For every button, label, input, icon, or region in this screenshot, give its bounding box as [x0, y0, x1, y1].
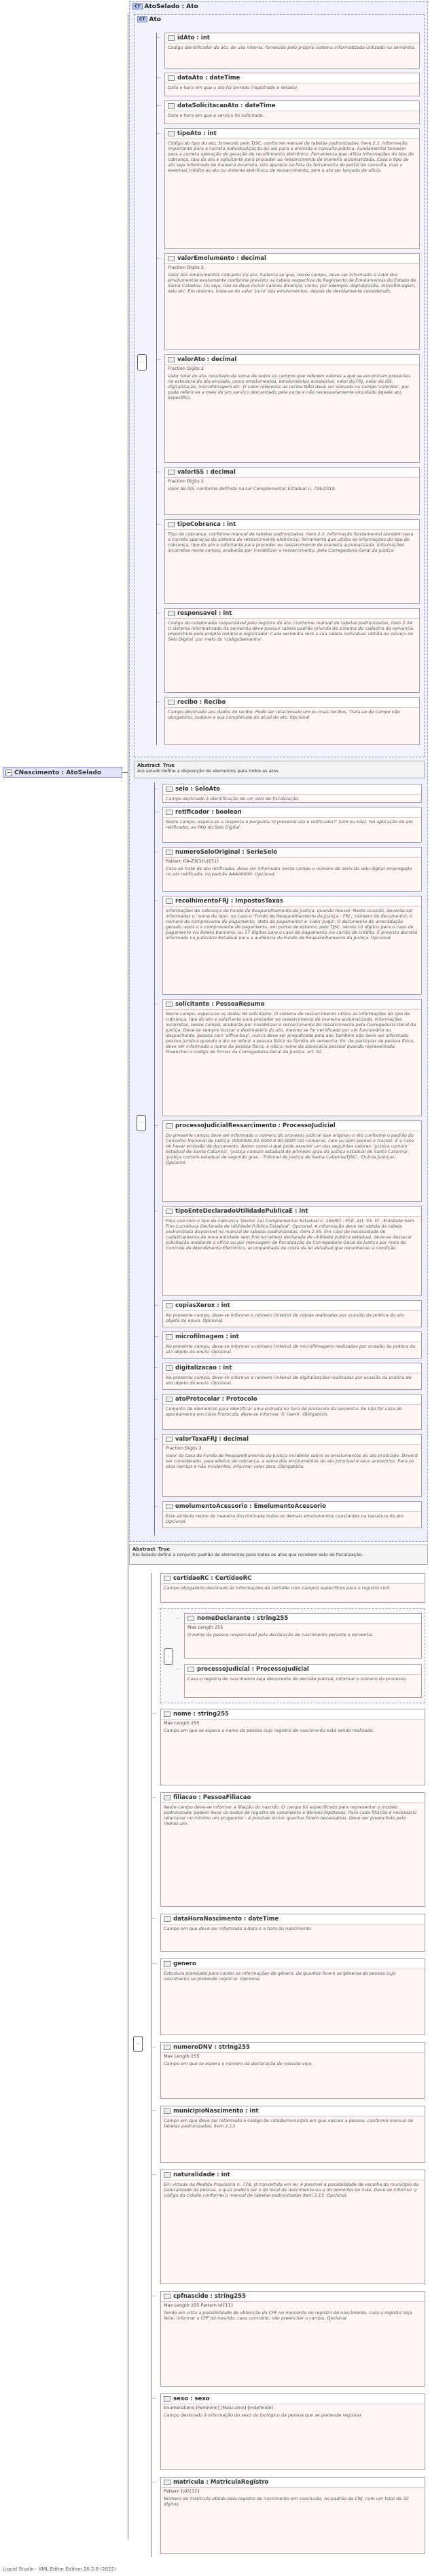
sequence-compositor-icon[interactable]: ⋯: [133, 2036, 143, 2052]
element-icon: [168, 700, 175, 705]
element-facets: Fraction Digits 2: [166, 1445, 202, 1451]
cardinality-connector: —: [152, 2480, 156, 2484]
element-header: [161, 1914, 425, 1925]
cardinality-connector: —: [154, 1123, 158, 1128]
schema-element[interactable]: [162, 784, 422, 803]
schema-element[interactable]: [184, 1613, 422, 1659]
element-description: Tendo em vista a possibilidade de obtenção do CPF no momento do registro de nascimento, caso o registro seja feito, informar o CPF do nascido, caso contrário, não preencher o campo. Opcional.: [164, 2310, 412, 2321]
cardinality-connector: —: [154, 850, 158, 854]
element-facets: Max Length 255: [187, 1625, 223, 1630]
ato-title: CT Ato: [137, 16, 161, 23]
element-icon: [166, 1002, 173, 1007]
element-icon: [166, 850, 173, 855]
ato-element-list: [156, 33, 420, 752]
element-header: [165, 101, 419, 111]
cardinality-connector: —: [154, 1303, 158, 1308]
ato-sequence-connector: [156, 33, 157, 745]
element-name: certidaoRC : CertidaoRC: [173, 1575, 252, 1582]
element-description: Valor dos emolumentos cobrados no ato. Salienta-se que, nesse campo, deve ser informado o valor dos emolumentos exatamente conforme previsto na tabela respectiva do Regimento de Emolumentos do Estado de Santa Catarina. Ou seja, não se deve incluir valores diversos, como, por exemplo, digitalização, microfilmagem, selo etc. Em resumo, trata-se do valor 'puro' dos emolumentos, depois de devidamente considerado.: [168, 272, 416, 294]
element-header: [163, 848, 421, 858]
choice-compositor-icon[interactable]: ⋮: [164, 1648, 173, 1665]
element-header: [165, 698, 419, 708]
cardinality-connector: —: [154, 810, 158, 814]
schema-element[interactable]: [162, 1363, 422, 1390]
cardinality-connector: —: [154, 1437, 158, 1441]
schema-element[interactable]: [162, 896, 422, 995]
cardinality-connector: —: [156, 131, 160, 136]
element-description: No presente campo, deve-se informar o número (inteiro) de cópias realizadas por ocasião da prática do ato objeto do envio. Opcional.: [166, 1312, 404, 1323]
element-description: Campo destinado à identificação de um selo de fiscalização.: [166, 796, 300, 801]
element-facets: Enumerations [Feminino] [Masculino] [Indefinido]: [164, 2405, 273, 2410]
element-header: [161, 1709, 425, 1720]
element-header: [165, 73, 419, 83]
element-name: processoJudicialRessarcimento : ProcessoJudicial: [175, 1122, 336, 1129]
element-icon: [166, 1504, 173, 1509]
schema-element[interactable]: [164, 467, 420, 515]
element-description: Caso o registro de nascimento seja decorrente de decisão judicial, informar o número do processo.: [187, 1676, 408, 1682]
cardinality-connector: —: [152, 1961, 156, 1966]
element-description: Campo em que se espera o número da declaração de nascido vivo.: [164, 2061, 313, 2066]
element-icon: [164, 1795, 171, 1800]
cardinality-connector: —: [152, 1795, 156, 1800]
element-icon: [166, 1365, 173, 1371]
element-description: Para uso com o tipo de cobrança 'Isento: Lei Complementar Estadual n. 156/97 - FCE, Art. 55, VI - Entidade Sem Fins Lucrativos Declarada de Utilidade Pública Estadual'. Opcional. A informação deve ser obtida da tabela padronizada disponível no manual de tabelas padronizadas, item 2.35. Em caso de necessidade de cadastramento de nova entidade sem fins lucrativos declarada de utilidade pública estadual, deve-se destacar solicitação mediante o ofício ou por mensagem de fiscalização da Corregedoria-Geral da Justiça por meio do Controle de Atendimento Eletrônico, acompanhada de cópia da lei estadual que reconheceu a condição.: [166, 1218, 414, 1251]
element-description: Código do colaborador responsável pelo registro do ato, conforme manual de tabelas padronizadas, item 2.34. O sistema informatizado da serventia deve possuir tabela padrão oriunda do sistema do cadastro da serventia, preenchido pelo próprio notário e registrador. Cada serventia terá a sua tabela individual, obtida no serviço do Selo Digital, por meio do 'códigoServentia'.: [168, 620, 415, 642]
element-facets: Max Length 255 Pattern \d{11}: [164, 2303, 234, 2308]
element-name: selo : SeloAto: [175, 786, 221, 793]
element-name: recolhimentoFRJ : ImpostosTaxas: [175, 898, 283, 905]
element-header: [163, 1332, 421, 1342]
element-header: [163, 1121, 421, 1131]
element-name: emolumentoAcessorio : EmolumentoAcessorio: [175, 1503, 326, 1510]
cardinality-connector: —: [154, 1209, 158, 1213]
element-description: Estrutura planejada para conter as informações de gênero, de quantos forem os gêneros da pessoa cujo nascimento se pretende registrar. Opcional.: [164, 1971, 396, 1982]
element-name: dataAto : dateTime: [177, 75, 240, 81]
element-description: Código do tipo do ato, fornecido pelo TJSC, conforme manual de tabelas padronizadas, item 2.1. Informação importante para a correta individualização do ato para a emissão e consulta pública. Fundamental também para a correta operação de geração de recolhimento eletrônico. Ferramenta que utiliza informações do tipo de cobrança, tipo do ato e solicitante para proceder ao ressarcimento de maneira automatizada. Caso o tipo de ato seja informado de maneira incorreta, isto aparece na lista da ferramenta do portal de consulta, mas o eventual crédito ao ato no sistema eletrônico de ressarcimento, sem o ato ser lançado de ofício.: [168, 140, 414, 173]
element-description: Valor total do ato, resultado da soma de todos os campos que referem valores a que se encontram presentes na estrutura do ato enviado, como emolumentos, emolumentos acessórios, valor do FRJ, valor do ISS, digitalização, microfilmagem etc. O valor referente ao recibo NÃO deve ser somado no campo 'valorAto', por pode referir-se a mais de um serviço demandado pela parte e não necessariamente vinculado àquele ato específico.: [168, 373, 411, 400]
element-icon: [166, 1334, 173, 1340]
element-header: [165, 520, 419, 530]
element-icon: [166, 898, 173, 904]
schema-element[interactable]: [160, 2042, 425, 2099]
cardinality-connector: —: [152, 2396, 156, 2401]
element-header: [161, 1574, 425, 1584]
schema-element[interactable]: [164, 100, 420, 124]
element-description: Este atributo reúne de maneira discriminada todos os demais emolumentos constantes na lavratura do ato. Opcional.: [166, 1513, 406, 1524]
cardinality-connector: —: [154, 1397, 158, 1401]
cardinality-connector: —: [154, 1504, 158, 1509]
element-description: Campo destinado à informação do sexo do biológico da pessoa que se pretende registrar.: [164, 2412, 363, 2418]
cardinality-connector: —: [156, 103, 160, 108]
element-name: nome : string255: [173, 1711, 229, 1718]
element-icon: [187, 1616, 194, 1621]
schema-element[interactable]: [162, 807, 422, 843]
element-icon: [164, 1961, 171, 1967]
element-icon: [166, 787, 173, 792]
schema-element[interactable]: [160, 1573, 425, 1603]
element-name: filiacao : PessoaFiliacao: [173, 1794, 251, 1801]
schema-element[interactable]: [164, 128, 420, 249]
schema-element[interactable]: [162, 1331, 422, 1359]
element-icon: [166, 1209, 173, 1214]
cardinality-connector: —: [154, 1002, 158, 1006]
element-icon: [164, 1711, 171, 1717]
element-name: sexo : sexo: [173, 2395, 210, 2402]
element-icon: [168, 103, 175, 109]
element-header: [165, 609, 419, 619]
schema-element[interactable]: [164, 73, 420, 96]
cardinality-connector: —: [156, 357, 160, 362]
choice-group[interactable]: [160, 1608, 425, 1703]
schema-element[interactable]: [160, 1792, 425, 1907]
element-description: Campo em que deve ser informado o código de cidade/município em que nasceu a pessoa, conforme manual de tabelas padronizadas, item 2.13.: [164, 2118, 414, 2129]
element-description: Do presente campo deve ser informado o número do processo judicial que originou o ato conforme o padrão do Conselho Nacional de Justiça: 0000000-00.0000.0.00.0000 (20 números, com ou sem pontos e traços). É o caso de haver emissão de documento. Assim como o que pode assumir um dos seguintes valores: 'Justiça comum estadual de Santa Catarina', 'Justiça comum estadual de primeiro grau da justiça estadual de Santa Catarina', 'Justiça comum estadual de segundo grau - Tribunal de Justiça de Santa Catarina/TJSC', 'Outras Justiças'. Opcional.: [166, 1133, 414, 1165]
element-header: [165, 33, 419, 43]
element-icon: [168, 75, 175, 81]
element-icon: [166, 1397, 173, 1402]
lower-sequence-list: [152, 1709, 425, 2557]
element-name: processoJudicial : ProcessoJudicial: [197, 1666, 309, 1673]
element-header: [163, 896, 421, 907]
complex-type-icon: CT: [132, 3, 143, 10]
element-description: Campo destinado aos dados do recibo. Pode ser relacionado um ou mais recibos. Trata-se de campo não obrigatório, todavia a sua completude do atual do ato. Opcional.: [168, 709, 400, 720]
cardinality-connector: —: [152, 2108, 156, 2113]
element-icon: [166, 1437, 173, 1442]
cardinality-connector: —: [152, 2294, 156, 2298]
element-description: Em virtude da Medida Provisória n. 776, já convertida em lei, é possível a possibilidade de escolha do município da naturalidade da pessoa, o qual poderá ser o do local de nascimento ou o do domicílio da mãe. Deve-se informar o código da cidade conforme o manual de tabelas padronizadas item 2.13. Opcional.: [164, 2182, 419, 2198]
element-description: Conjunto de elementos para identificar uma entrada no livro de protocolo da serventia. Se não for caso de apontamento em Livro Protocolo, deve-se informar 'S' (sem). Obrigatório.: [166, 1406, 402, 1417]
atoselado-sequence-connector: [154, 782, 155, 1536]
element-icon: [166, 1123, 173, 1129]
element-description: Data e hora em que o serviço foi solicitado.: [168, 113, 264, 118]
cardinality-connector: —: [156, 75, 160, 80]
element-name: idAto : int: [177, 35, 210, 41]
schema-element[interactable]: [160, 2106, 425, 2163]
element-icon: [164, 1576, 171, 1581]
cardinality-connector: —: [156, 470, 160, 474]
element-description: No presente campo, deve-se informar o número (inteiro) de digitalizações realizadas por ocasião da prática do ato objeto do envio. Opcional.: [166, 1375, 412, 1386]
atoselado-container[interactable]: [129, 1, 428, 1542]
root-element[interactable]: [3, 767, 122, 778]
element-description: Data e hora em que o ato foi lavrado (registrado e selado).: [168, 85, 299, 90]
element-icon: [164, 2480, 171, 2485]
element-name: valorAto : decimal: [177, 356, 237, 363]
element-icon: [166, 1303, 173, 1308]
element-header: [161, 2170, 425, 2180]
ato-container[interactable]: [134, 14, 425, 757]
element-header: [185, 1665, 421, 1675]
schema-element[interactable]: [162, 1206, 422, 1296]
schema-element[interactable]: [160, 2393, 425, 2470]
element-description: Código identificador do ato, de uso interno, fornecido pelo próprio sistema informatizado utilizado na serventia.: [168, 45, 416, 50]
element-icon: [168, 256, 175, 261]
element-facets: Fraction Digits 2: [168, 265, 204, 270]
schema-element[interactable]: [184, 1664, 422, 1698]
element-icon: [164, 2294, 171, 2299]
choice-element-list: [176, 1613, 422, 1700]
schema-element[interactable]: [162, 1120, 422, 1202]
element-header: [165, 129, 419, 139]
element-icon: [187, 1667, 194, 1672]
element-header: [163, 784, 421, 795]
element-description: Neste campo, espera-se os dados do solicitante. O sistema de ressarcimento utiliza as informações do tipo de cobrança, tipo do ato e solicitante para proceder ao ressarcimento de maneira automatizada. Informações incorretas, nesse campo, acabarão por inviabilizar o ressarcimento do ressarcimento pela Corregedoria-Geral da Justiça. Deve-se sempre buscar o destinatário do ato, mesmo se for certificado por um funcionário ou despachante, pessoa com 'office-boy', nunca deve ser prejudicado pelo ato; também não deve ser informado pessoa jurídica quando o ato se referir a pessoa física da família da serventia: Ex: de particular de pessoa física, deve ser informado o nome da pessoa física, e não o nome da advocacia pessoal quando representada. Preencher o código de firmas da Corregedoria-Geral da Justiça, art. 52.: [166, 1011, 416, 1055]
element-description: Tipo de cobrança, conforme manual de tabelas padronizadas, item 2.2. Informação fundamental também para a correta operação do sistema de ressarcimento eletrônico, ferramenta que utiliza as informações do tipo de cobrança, tipo do ato e solicitante para proceder ao ressarcimento de maneira automatizada. Informações incorretas neste campo, acabarão por inviabilizar o ressarcimento, pela Corregedoria-Geral da Justiça.: [168, 531, 414, 553]
lower-element-list: [152, 1573, 425, 2564]
cardinality-connector: —: [152, 1711, 156, 1716]
schema-element[interactable]: [164, 354, 420, 463]
element-icon: [164, 2045, 171, 2050]
schema-element[interactable]: [160, 2477, 425, 2554]
element-description: Informações de cobrança do Fundo de Reaparelhamento da Justiça, quando houver. Neste ocasião, deverão ser informados o 'nome do tipo', no caso o 'Fundo de Reaparelhamento da Justiça - FRJ'; 'número do documento', o número do comprovante de pagamento; 'data do pagamento' e 'valor pago'. O documento de arrecadação gerado, após o o comprovante de pagamento, em portal de estorno, pelo TJSC, sendo 10 dígitos para o caso de pagamento via boleto bancário, ou 17 dígitos para o caso de pagamento via cartão de crédito. É previsto decreto informado no Judiciário Estadual para a audiência do Fundo de Reaparelhamento da Justiça. Opcional.: [166, 908, 418, 941]
element-name: cpfnascido : string255: [173, 2293, 246, 2300]
element-name: matricula : MatriculaRegistro: [173, 2479, 269, 2486]
element-name: digitalizacao : int: [175, 1365, 232, 1371]
element-description: Valor do ISS, conforme definido na Lei Complementar Estadual n. 726/2018.: [168, 486, 336, 491]
root-connector: [122, 772, 128, 773]
schema-element[interactable]: [164, 697, 420, 745]
element-icon: [168, 522, 175, 527]
element-description: Campo obrigatório destinado às informações da certidão com campos específicos para o registro civil.: [164, 1585, 391, 1591]
element-icon: [168, 131, 175, 136]
element-header: [161, 1959, 425, 1969]
element-header: [163, 1395, 421, 1405]
cardinality-connector: —: [156, 700, 160, 704]
element-name: valorTaxaFRJ : decimal: [175, 1436, 249, 1443]
element-name: atoProtocolar : Protocolo: [175, 1396, 257, 1403]
element-header: [161, 2106, 425, 2117]
atoselado-element-list: [154, 784, 422, 1537]
element-name: dataSolicitacaoAto : dateTime: [177, 102, 276, 109]
schema-element[interactable]: [162, 999, 422, 1116]
element-name: valorEmolumento : decimal: [177, 255, 266, 262]
schema-element[interactable]: [162, 847, 422, 892]
element-icon: [164, 2396, 171, 2402]
sequence-compositor-icon[interactable]: ⋯: [137, 354, 147, 371]
element-header: [163, 808, 421, 818]
complex-type-icon: CT: [137, 16, 147, 22]
element-icon: [164, 2172, 171, 2178]
element-name: tipoCobranca : int: [177, 521, 236, 528]
element-header: [161, 2292, 425, 2302]
footer-credit: Liquid Studio - XML Editor Edition 20.2.8 (2022): [3, 2566, 116, 2572]
element-name: nomeDeclarante : string255: [197, 1615, 289, 1622]
element-name: copiasXerox : int: [175, 1302, 230, 1309]
element-facets: Pattern [\d]{32}: [164, 2488, 200, 2494]
element-name: numeroDNV : string255: [173, 2044, 250, 2051]
schema-element[interactable]: [160, 1709, 425, 1785]
schema-element[interactable]: [162, 1434, 422, 1497]
element-name: recibo : Recibo: [177, 699, 226, 706]
collapse-toggle-icon[interactable]: −: [6, 769, 12, 776]
element-description: Número de matrícula obtido pelo registro de nascimento em conclusão, no padrão do CNJ, com um total de 32 dígitos.: [164, 2496, 409, 2507]
element-facets: Max Length 255: [164, 2053, 200, 2059]
element-description: Valor da taxa do Fundo de Reaparelhamento da Justiça incidente sobre os emolumentos do ato praticado. Deverá ser considerado, para efeitos de cobrança, a soma dos emolumentos do ato principal e seus acessórios. Para os atos isentos e não incidentes, informar valor zero. Obrigatório.: [166, 1453, 418, 1469]
element-header: [163, 1301, 421, 1311]
cardinality-connector: —: [152, 1916, 156, 1921]
element-icon: [168, 357, 175, 362]
element-name: naturalidade : int: [173, 2172, 230, 2178]
element-icon: [164, 2108, 171, 2114]
cardinality-connector: —: [176, 1667, 180, 1671]
element-description: No presente campo, deve-se informar o número (inteiro) de microfilmagens realizadas por ocasião da prática do ato objeto do envio. Opcional.: [166, 1344, 416, 1355]
element-description: O nome da pessoa responsável pela declaração de nascimento perante a serventia.: [187, 1632, 374, 1637]
element-facets: Pattern ([A-Z]{3}\d{5}): [166, 858, 219, 864]
element-header: [165, 468, 419, 478]
schema-element[interactable]: [160, 1958, 425, 2035]
element-header: [163, 1502, 421, 1512]
schema-element[interactable]: [162, 1501, 422, 1528]
schema-element[interactable]: [160, 1914, 425, 1952]
element-header: [161, 2043, 425, 2053]
abstract-annotation: Abstract True Ato Selado define a conjunto padrão de elementos para todos os atos que recebem selo de fiscalização.: [129, 1545, 428, 1565]
schema-element[interactable]: [160, 2291, 425, 2387]
sequence-compositor-icon[interactable]: ⋯: [137, 1115, 146, 1131]
schema-element[interactable]: [162, 1394, 422, 1430]
cardinality-connector: —: [154, 787, 158, 791]
element-facets: Max Length 255: [164, 1720, 200, 1726]
element-icon: [164, 1916, 171, 1922]
cardinality-connector: —: [156, 611, 160, 615]
element-name: solicitante : PessoaResumo: [175, 1001, 265, 1008]
schema-element[interactable]: [164, 519, 420, 604]
cardinality-connector: —: [154, 898, 158, 903]
element-icon: [166, 810, 173, 815]
element-header: [161, 1793, 425, 1803]
element-description: Neste campo deve-se informar a filiação do nascido. O campo foi especificado para representar o modelo padronizado; podem levar os dados de registro de casamento e demais hipóteses. Para cada filiação é necessário relacionar no mínimo um progenitor - é possível incluir quantos forem necessários. Deve ser preenchido pelo menos um.: [164, 1804, 417, 1826]
element-name: microfilmagem : int: [175, 1333, 239, 1340]
element-description: Campo em que se espera o nome da pessoa cujo registro de nascimento está sendo realizado.: [164, 1728, 374, 1733]
element-header: [161, 2394, 425, 2404]
element-description: Campo em que deve ser informada a data e a hora do nascimento.: [164, 1926, 313, 1931]
cardinality-connector: —: [156, 522, 160, 527]
cardinality-connector: —: [154, 1334, 158, 1339]
element-description: Caso se trate de ato retificador, deve ser informado nesse campo o número de série do selo digital empregado no ato retificado, no padrão AAA00000. Opcional.: [166, 866, 412, 877]
element-icon: [168, 611, 175, 616]
element-name: genero: [173, 1961, 196, 1967]
element-name: dataHoraNascimento : dateTime: [173, 1916, 279, 1922]
ato-abstract-annotation: Abstract True Ato selado define a disposição de elementos para todos os atos.: [134, 761, 425, 778]
schema-element[interactable]: [162, 1300, 422, 1327]
element-header: [163, 1207, 421, 1217]
element-name: retificador : boolean: [175, 809, 242, 816]
element-header: [163, 1363, 421, 1374]
element-facets: Fraction Digits 2: [168, 366, 204, 371]
element-description: Neste campo, espera-se a resposta à pergunta 'O presente ato é retificador?' (sim ou não). Há aplicação do ato retificador, as FAQ do Selo Digital.: [166, 819, 413, 830]
element-header: [161, 2478, 425, 2488]
element-header: [165, 254, 419, 264]
element-header: [185, 1614, 421, 1624]
element-icon: [168, 35, 175, 41]
schema-element[interactable]: [164, 33, 420, 69]
cardinality-connector: —: [156, 256, 160, 261]
schema-element[interactable]: [164, 608, 420, 693]
element-name: tipoEnteDeclaradoUtilidadePublicaE : int: [175, 1208, 308, 1215]
element-name: responsavel : int: [177, 610, 232, 617]
element-name: municipioNascimento : int: [173, 2108, 259, 2115]
element-icon: [168, 470, 175, 475]
cardinality-connector: —: [176, 1616, 180, 1621]
element-header: [163, 1000, 421, 1010]
cardinality-connector: —: [154, 1365, 158, 1370]
schema-element[interactable]: [160, 2170, 425, 2284]
element-name: valorISS : decimal: [177, 469, 236, 476]
element-name: numeroSeloOriginal : SerieSelo: [175, 849, 278, 856]
element-facets: Fraction Digits 2: [168, 478, 204, 484]
cardinality-connector: —: [152, 2172, 156, 2177]
cardinality-connector: —: [156, 35, 160, 40]
schema-element[interactable]: [164, 253, 420, 350]
element-header: [163, 1435, 421, 1445]
element-name: tipoAto : int: [177, 130, 217, 137]
cardinality-connector: —: [152, 2045, 156, 2049]
element-header: [165, 355, 419, 365]
atoselado-title: CT AtoSelado : Ato: [132, 3, 198, 10]
root-label: CNascimento : AtoSelado: [14, 770, 102, 776]
